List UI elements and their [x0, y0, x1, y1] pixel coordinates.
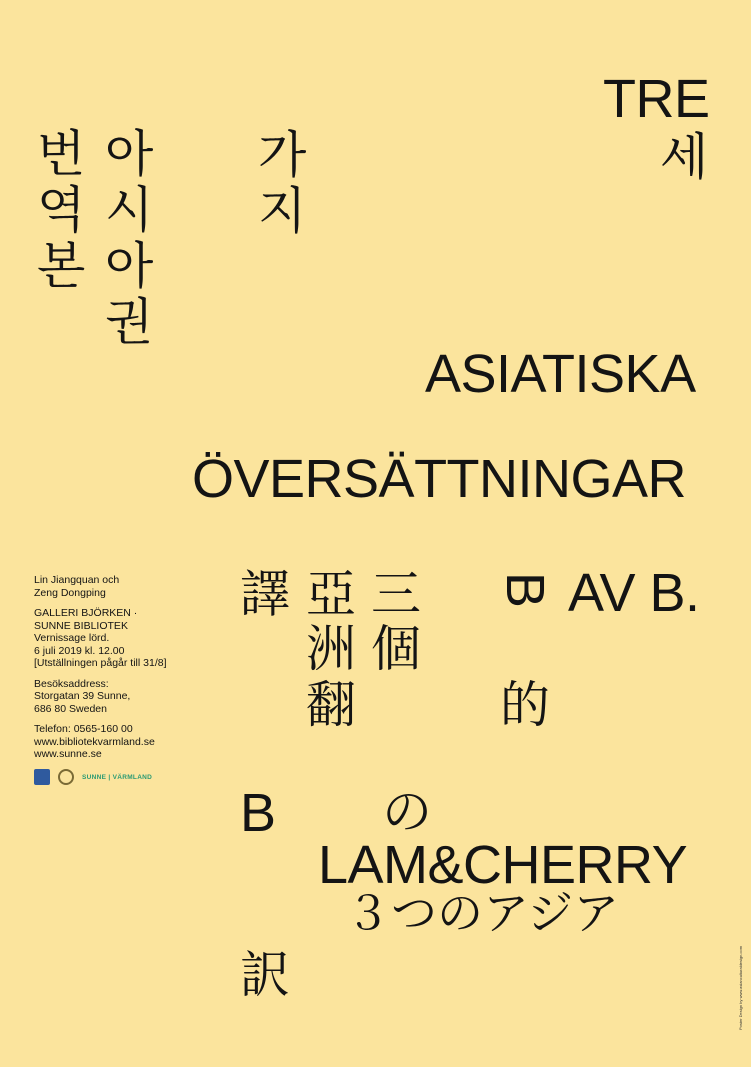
korean-column-a	[105, 126, 153, 350]
vernissage-line: Vernissage lörd.	[34, 632, 110, 644]
phone-line: Telefon: 0565-160 00	[34, 723, 133, 735]
artists-line: Lin Jiangquan och	[34, 574, 120, 586]
korean-char: 본	[37, 237, 86, 295]
korean-char: 아	[105, 125, 154, 183]
title-oversattningar: ÖVERSÄTTNINGAR	[192, 449, 687, 509]
chinese-fan: 翻	[306, 676, 356, 734]
chinese-ya: 亞	[306, 565, 356, 623]
address-label: Besöksaddress:	[34, 677, 109, 690]
vernissage-line: 6 juli 2019 kl. 12.00	[34, 644, 125, 657]
title-lam-cherry: LAM&CHERRY	[318, 835, 688, 895]
website-link[interactable]: www.sunne.se	[34, 748, 102, 760]
design-credit: Poster Design by www.asianculturaldesign.com	[738, 945, 743, 1030]
korean-char: 시	[105, 181, 154, 239]
website-link[interactable]: www.bibliotekvarmland.se	[34, 735, 155, 748]
korean-se: 세	[660, 128, 709, 186]
japanese-yaku: 訳	[240, 946, 290, 1004]
venue-line: GALLERI BJÖRKEN ·	[34, 607, 138, 619]
korean-char: 번	[37, 125, 86, 183]
korean-char: 권	[105, 293, 154, 351]
sponsor-logos	[34, 769, 152, 785]
chinese-zhou: 洲	[306, 620, 356, 678]
event-info	[34, 574, 204, 761]
artists-line: Zeng Dongping	[34, 586, 106, 599]
address-line: 686 80 Sweden	[34, 702, 107, 715]
title-tre: TRE	[603, 69, 710, 129]
title-asiatiska: ASIATISKA	[425, 344, 696, 404]
japanese-no: の	[382, 783, 432, 841]
korean-ji: 지	[258, 182, 307, 240]
venue-line: SUNNE BIBLIOTEK	[34, 619, 128, 632]
chinese-ge: 個	[371, 620, 421, 678]
korean-char: 아	[105, 237, 154, 295]
seal-logo-icon	[58, 769, 74, 785]
japanese-three-asias: ３つのアジア	[345, 886, 620, 940]
chinese-yi: 譯	[240, 565, 290, 623]
sunne-varmland-logo: SUNNE | VÄRMLAND	[82, 773, 153, 781]
korean-char: 역	[37, 181, 86, 239]
library-logo-icon	[34, 769, 50, 785]
title-av-b: AV B.	[568, 563, 700, 623]
address-line: Storgatan 39 Sunne,	[34, 690, 131, 702]
korean-ga: 가	[258, 126, 307, 184]
japanese-b: B	[240, 783, 276, 843]
vernissage-line: [Utställningen pågår till 31/8]	[34, 657, 167, 669]
chinese-san: 三	[371, 565, 421, 623]
chinese-de: 的	[500, 676, 550, 734]
chinese-b-rotated: B	[495, 572, 555, 608]
korean-column-b	[37, 126, 85, 294]
